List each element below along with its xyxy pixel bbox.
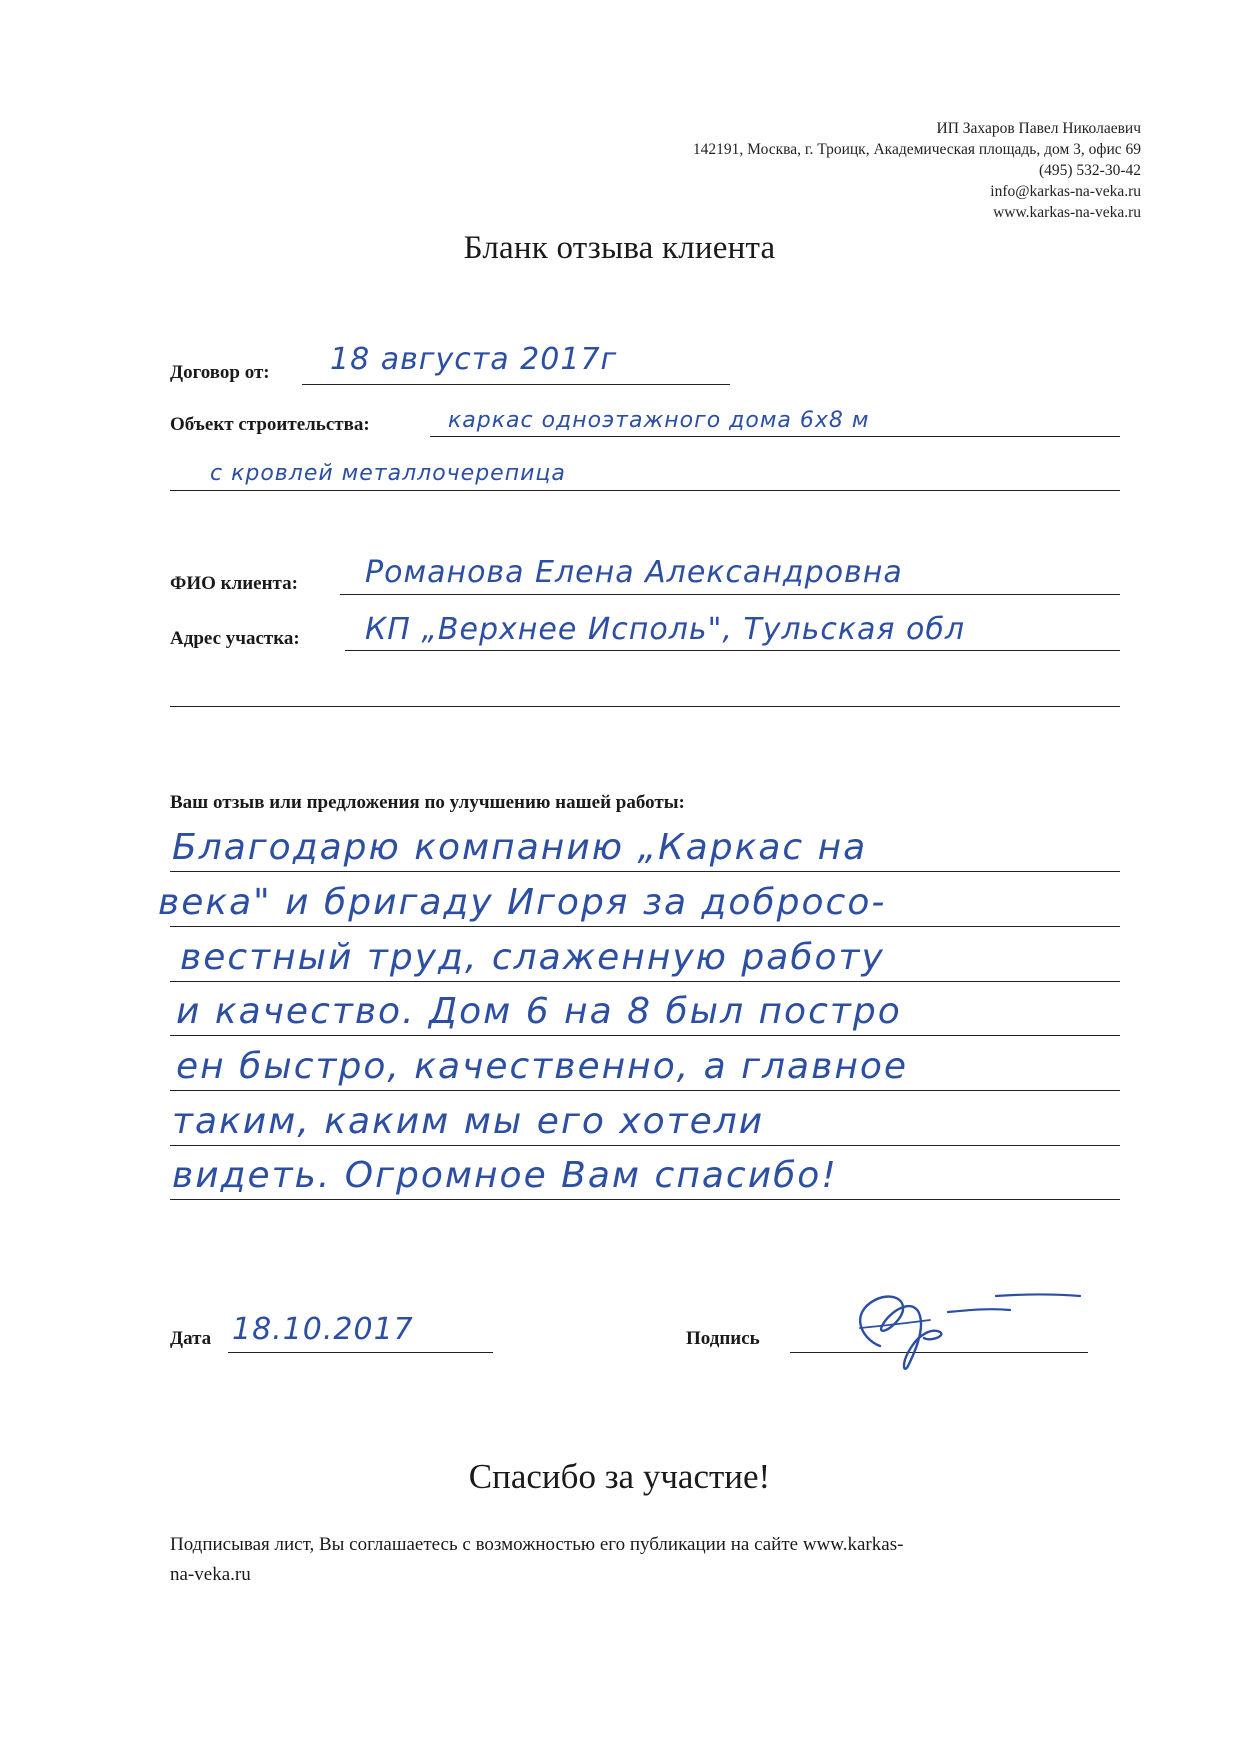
date-label: Дата	[170, 1328, 212, 1349]
contract-value[interactable]: 18 августа 2017г	[330, 342, 618, 377]
company-email: info@karkas-na-veka.ru	[990, 183, 1141, 200]
review-line-4	[170, 1035, 1120, 1036]
consent-text-part-2: na-veka.ru	[170, 1564, 251, 1585]
client-line	[340, 594, 1120, 595]
address-label: Адрес участка:	[170, 628, 300, 649]
company-phone: (495) 532-30-42	[1038, 162, 1141, 179]
consent-text	[170, 1530, 1150, 1590]
review-text-line-3[interactable]: вестный труд, слаженную работу	[180, 937, 885, 978]
consent-text-part-1: Подписывая лист, Вы соглашаетесь с возможностью его публикации на сайте www.karkas-	[170, 1534, 904, 1555]
review-line-1	[170, 871, 1120, 872]
signature-label: Подпись	[686, 1328, 760, 1349]
review-text-line-4[interactable]: и качество. Дом 6 на 8 был постро	[176, 991, 902, 1032]
company-address: 142191, Москва, г. Троицк, Академическая площадь, дом 3, офис 69	[692, 141, 1141, 158]
contract-line	[302, 384, 730, 385]
review-line-7	[170, 1199, 1120, 1200]
review-text-line-1[interactable]: Благодарю компанию „Каркас на	[172, 827, 868, 868]
review-text-line-6[interactable]: таким, каким мы его хотели	[172, 1101, 765, 1142]
review-line-2	[170, 926, 1120, 927]
object-value-line1[interactable]: каркас одноэтажного дома 6х8 м	[448, 408, 870, 433]
review-line-5	[170, 1090, 1120, 1091]
review-line-3	[170, 981, 1120, 982]
client-value[interactable]: Романова Елена Александровна	[365, 555, 903, 590]
address-line-1	[345, 650, 1120, 651]
address-value[interactable]: КП „Верхнее Исполь", Тульская обл	[365, 612, 966, 647]
signature-drawing	[820, 1268, 1090, 1378]
page-title: Бланк отзыва клиента	[463, 230, 776, 266]
client-label: ФИО клиента:	[170, 573, 298, 594]
review-line-6	[170, 1145, 1120, 1146]
company-name: ИП Захаров Павел Николаевич	[936, 120, 1141, 137]
review-label: Ваш отзыв или предложения по улучшению нашей работы:	[170, 792, 685, 813]
review-text-line-7[interactable]: видеть. Огромное Вам спасибо!	[172, 1155, 838, 1196]
object-line-2	[170, 490, 1120, 491]
company-website: www.karkas-na-veka.ru	[993, 204, 1141, 221]
thanks-heading: Спасибо за участие!	[468, 1457, 771, 1496]
letterhead	[441, 118, 1141, 223]
date-value[interactable]: 18.10.2017	[232, 1312, 414, 1347]
review-text-line-2[interactable]: века" и бригаду Игоря за добросо-	[158, 882, 887, 923]
object-line-1	[430, 436, 1120, 437]
contract-label: Договор от:	[170, 362, 270, 383]
object-value-line2[interactable]: с кровлей металлочерепица	[210, 461, 566, 486]
date-line	[228, 1352, 493, 1353]
review-text-line-5[interactable]: ен быстро, качественно, а главное	[176, 1046, 909, 1087]
object-label: Объект строительства:	[170, 414, 370, 435]
address-line-2	[170, 706, 1120, 707]
